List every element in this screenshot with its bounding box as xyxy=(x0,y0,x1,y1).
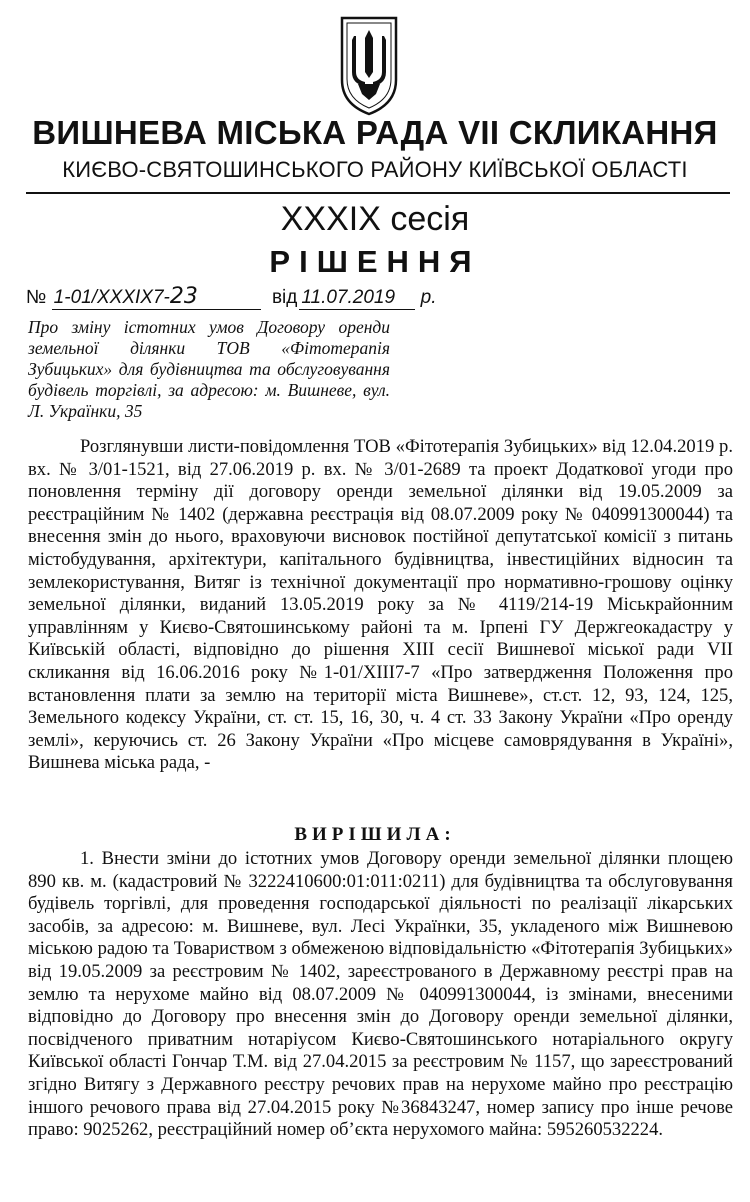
decision-number-field xyxy=(52,284,261,310)
council-title: ВИШНЕВА МІСЬКА РАДА VII СКЛИКАННЯ xyxy=(32,114,718,151)
preamble-paragraph: Розглянувши листи-повідомлення ТОВ «Фітотерапія Зубицьких» від 12.04.2019 р. вх. № 3/01-1521, від 27.06.2019 р. вх. № 3/01-2689 та проект Додаткової угоди про поновлення терміну дії договору оренди земельної ділянки від 19.05.2009 за реєстраційним № 1402 (державна реєстрація від 08.07.2009 року № 040991300044) та внесення змін до нього, враховуючи висновок постійної депутатської комісії з питань містобудування, архітектури, капітального будівництва, інвестиційних відносин та землекористування, Витяг із технічної документації про нормативно-грошову оцінку земельної ділянки, виданий 13.05.2019 року за № 4119/214-19 Міськрайонним управлінням у Києво-Святошинському районі та м. Ірпені ГУ Держгеокадастру у Київській області, відповідно до рішення XIII сесії Вишневої міської ради VII скликання від 16.06.2016 року №1-01/XIII7-7 «Про затвердження Положення про встановлення плати за землю на території міста Вишневе», ст.ст. 12, 93, 124, 125, Земельного кодексу України, ст. ст. 15, 16, 30, ч. 4 ст. 33 Закону України «Про оренду землі», керуючись ст. 26 Закону України «Про місцеве самоврядування в Україні», Вишнева міська рада, - xyxy=(28,436,733,774)
session-title: XXXIX сесія xyxy=(280,200,470,238)
decision-number-handwritten: 23 xyxy=(169,284,198,309)
council-subtitle: КИЄВО-СВЯТОШИНСЬКОГО РАЙОНУ КИЇВСЬКОЇ ОБЛАСТІ xyxy=(62,157,688,182)
decision-date-value: 11.07.2019 xyxy=(301,287,396,308)
header-divider xyxy=(26,192,730,194)
document-type-heading: РІШЕННЯ xyxy=(269,244,481,279)
resolution-item-1: 1. Внести зміни до істотних умов Договору оренди земельної ділянки площею 890 кв. м. (кадастровий № 3222410600:01:011:0211) для будівництва та обслуговування будівель торгівлі, для проведення господарської діяльності по реалізації лікарських засобів, за адресою: м. Вишневе, вул. Лесі Українки, 35, укладеного між Вишневою міською радою та Товариством з обмеженою відповідальністю «Фітотерапія Зубицьких» від 19.05.2009 за реєстровим № 1402, зареєстрованого в Державному реєстрі прав на землю та нерухоме майно від 08.07.2009 № 040991300044, із змінами, внесеними відповідно до Договору про внесення змін до Договору оренди земельної ділянки, посвідченого приватним нотаріусом Києво-Святошинського нотаріального округу Київської області Гончар Т.М. від 27.04.2015 за реєстровим № 1157, що зареєстрований згідно Витягу з Державного реєстру речових прав на нерухоме майно про реєстрацію іншого речового права від 27.04.2015 року №36843247, номер запису про інше речове право: 9025262, реєстраційний номер об’єкта нерухомого майна: 595260532224. xyxy=(28,848,733,1141)
date-suffix: р. xyxy=(420,287,437,308)
resolved-heading: ВИРІШИЛА: xyxy=(294,824,456,845)
date-prefix: від xyxy=(271,287,298,308)
coat-of-arms-emblem xyxy=(338,14,400,118)
decision-date-field xyxy=(299,287,415,310)
number-prefix: № xyxy=(26,287,52,308)
decision-number-value: 1-01/XXXIX7- xyxy=(53,287,170,308)
decision-number-line xyxy=(26,284,437,310)
decision-subject: Про зміну істотних умов Договору оренди земельної ділянки ТОВ «Фітотерапія Зубицьких» для будівництва та обслуговування будівель торгівлі, за адресою: м. Вишневе, вул. Л. Українки, 35 xyxy=(28,317,390,421)
